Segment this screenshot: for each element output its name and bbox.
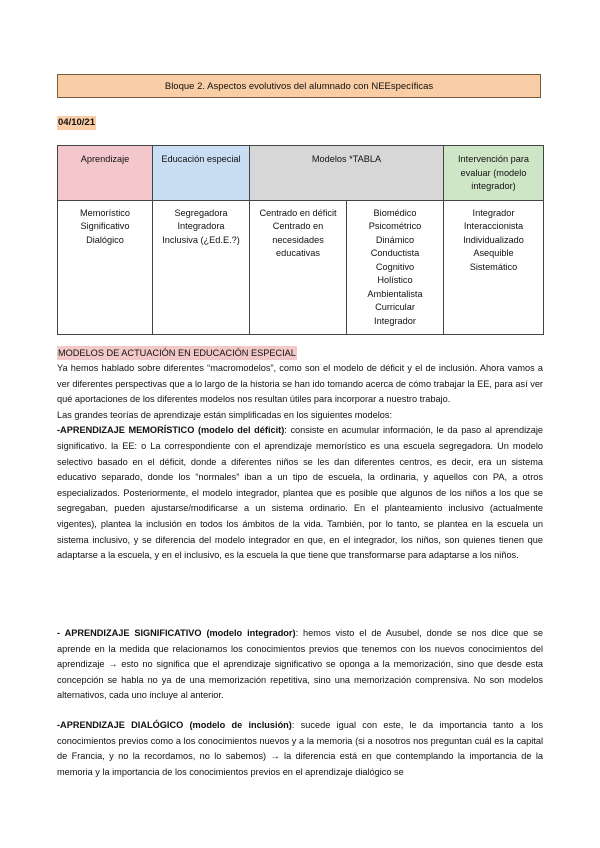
lead-text: Las grandes teorías de aprendizaje están simplificadas en los siguientes modelos:	[57, 409, 393, 420]
models-table	[57, 145, 544, 335]
list-item: Integrador	[374, 315, 416, 326]
cell-modelos-tipos	[347, 200, 444, 335]
header-aprendizaje: Aprendizaje	[58, 146, 153, 201]
block-title: Bloque 2. Aspectos evolutivos del alumnado con NEEspecíficas	[57, 74, 541, 98]
memoristico-text: : consiste en acumular información, le da paso al aprendizaje significativo. la EE: o La correspondiente con el aprendizaje memorístico es una escuela segregadora. Un modelo selectivo basado en el déficit, donde a diferentes niños se les dan diferentes centros, es decir, era un sistema educativo separado, donde los “normales” iban a un tipo de escuela, la ordinaria, y aquellos con PA, a otros especializados. Posteriormente, el modelo integrador, plantea que es posible que algunos de los niños a los que se segregaban, pueden ajustarse/modificarse a un sistema ordinario. En el planteamiento inclusivo (actualmente vigentes), plantea la inclusión en todos los ámbitos de la vida. También, por lo tanto, se plantea en la escuela un sistema inclusivo, y se diferencia del modelo integrador en que, en el integrador, los niños, son quienes tienen que adaptarse a la escuela, y en el inclusivo, es la escuela la que tiene que transformarse para adaptarse a los niños.	[57, 425, 543, 561]
list-item: Dinámico	[375, 234, 415, 245]
significativo-heading: - APRENDIZAJE SIGNIFICATIVO (modelo integrador)	[57, 628, 296, 638]
list-item: Integrador	[472, 207, 515, 218]
header-modelos: Modelos *TABLA	[250, 146, 444, 201]
list-item: Asequible	[473, 248, 514, 258]
list-item: Interaccionista	[463, 221, 524, 231]
header-intervencion: Intervención para evaluar (modelo integrador)	[444, 146, 544, 201]
paragraph-significativo	[57, 626, 543, 704]
list-item: Sistemático	[469, 261, 518, 272]
list-item: Memorístico	[79, 207, 131, 218]
list-item: Centrado en necesidades educativas	[272, 221, 324, 258]
list-item: Biomédico	[373, 207, 417, 218]
cell-aprendizaje	[58, 200, 153, 335]
list-item: Dialógico	[86, 234, 124, 245]
list-item: Integradora	[177, 221, 225, 231]
list-item: Ambientalista	[367, 288, 423, 299]
list-item: Conductista	[370, 248, 420, 258]
paragraph-memoristico	[57, 361, 543, 564]
list-item: Curricular	[375, 302, 415, 312]
paragraph-dialogico	[57, 718, 543, 780]
table-row	[58, 200, 544, 335]
intro-text: Ya hemos hablado sobre diferentes “macromodelos”, como son el modelo de déficit y el de inclusión. Ahora vamos a ver diferentes perspectivas que a lo largo de la historia se han ido tomando acerca de cómo trabajar la EE, para así ver qué aportaciones de los diferentes modelos nos resultan útiles para incorporar a nuestro trabajo.	[57, 363, 543, 405]
list-item: Holístico	[377, 275, 413, 285]
header-educacion-especial: Educación especial	[153, 146, 250, 201]
list-item: Inclusiva (¿Ed.E.?)	[162, 234, 240, 245]
dialogico-text: : sucede igual con este, le da importancia tanto a los conocimientos previos como a los conocimientos nuevos y a la memoria (si a nosotros nos preguntan cuál es la capital de Francia, y no la recordamos, no lo sabemos) → la diferencia está en que contemplando la importancia de la memoria y la importancia de los conocimientos previos en el aprendizaje dialógico se	[57, 720, 543, 777]
cell-modelos-enfoque	[250, 200, 347, 335]
memoristico-heading: -APRENDIZAJE MEMORÍSTICO (modelo del déficit)	[57, 425, 285, 436]
date-label: 04/10/21	[58, 117, 95, 128]
significativo-text: : hemos visto el de Ausubel, donde se nos dice que se aprende en la medida que relacionamos los conocimientos previos que tenemos con los nuevos conocimientos del aprendizaje → esto no significa que el aprendizaje significativo se oponga a la memorización, sino que desde esta concepción se habla no ya de una memorización repetitiva, sino una memorización comprensiva. No son modelos alternativos, cada uno incluye al anterior.	[57, 628, 543, 701]
list-item: Individualizado	[463, 234, 524, 245]
dialogico-heading: -APRENDIZAJE DIALÓGICO (modelo de inclusión)	[57, 720, 292, 730]
list-item: Significativo	[80, 221, 130, 231]
cell-intervencion	[444, 200, 544, 335]
section-title: MODELOS DE ACTUACIÓN EN EDUCACIÓN ESPECIAL	[58, 348, 296, 358]
cell-educacion-especial	[153, 200, 250, 335]
table-header-row	[58, 146, 544, 201]
list-item: Segregadora	[174, 207, 228, 218]
list-item: Psicométrico	[368, 221, 422, 231]
list-item: Centrado en déficit	[259, 207, 337, 218]
list-item: Cognitivo	[375, 261, 415, 272]
